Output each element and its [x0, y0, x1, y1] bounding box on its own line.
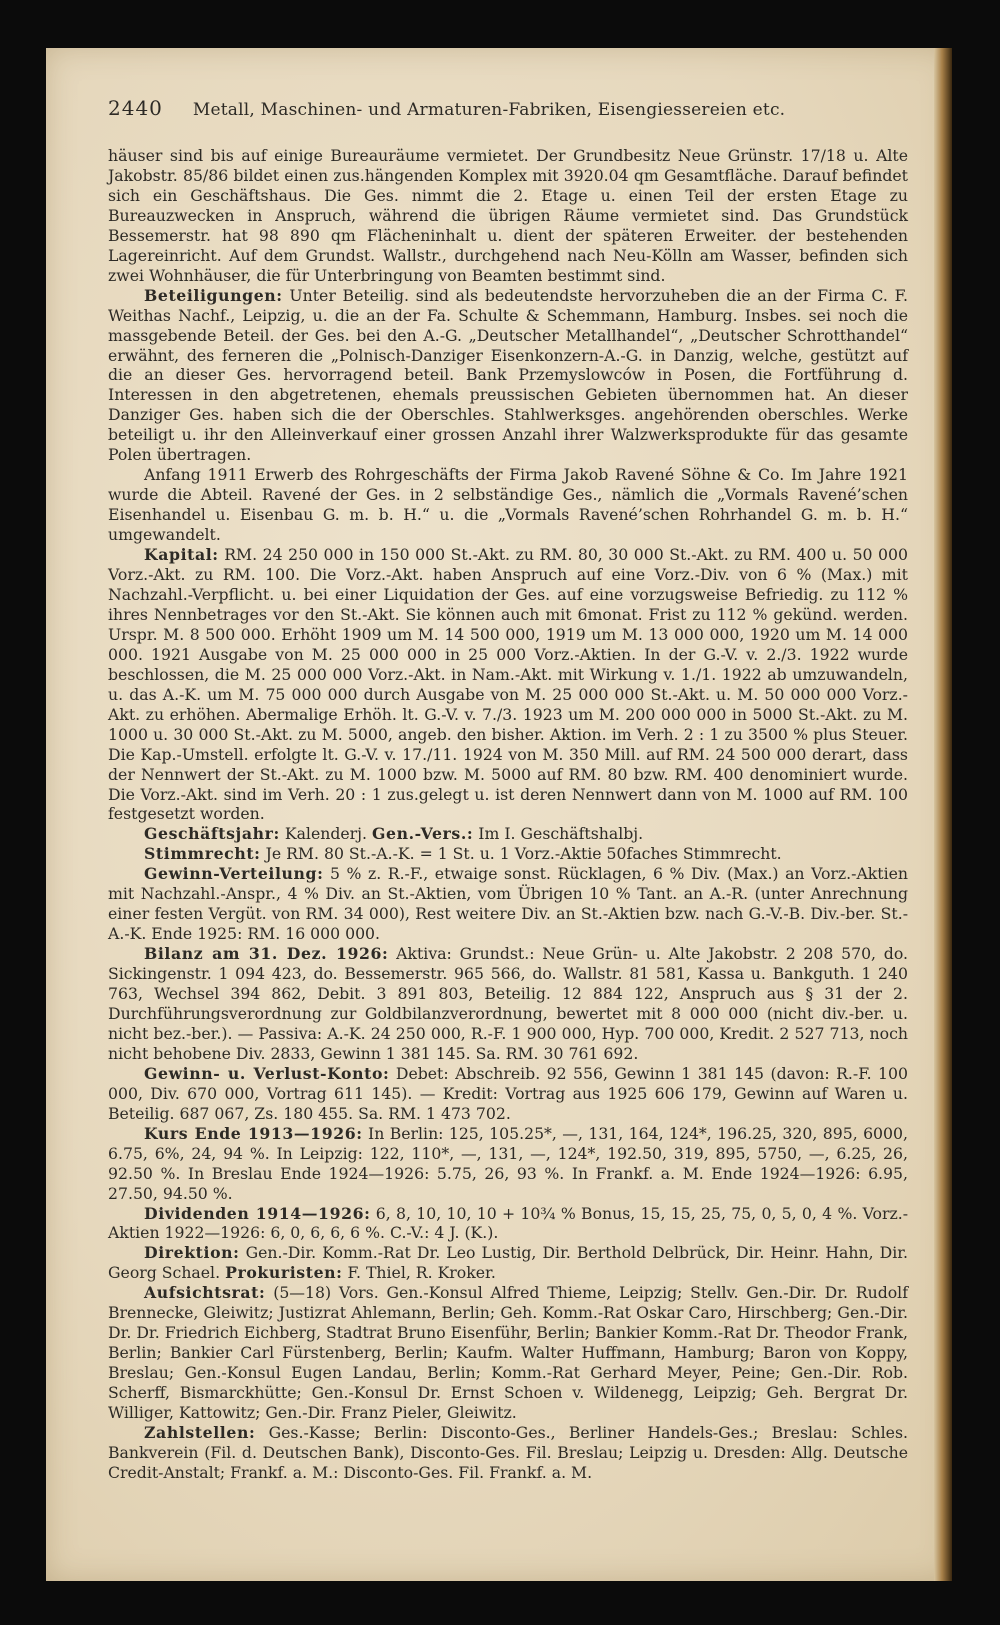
section-label: Kurs Ende 1913—1926: — [144, 1123, 363, 1143]
paragraph-text: F. Thiel, R. Kroker. — [342, 1263, 496, 1283]
paragraph-text: häuser sind bis auf einige Bureauräume vermietet. Der Grundbesitz Neue Grünstr. 17/18 u. Alte Jakobstr. 85/86 bildet einen zus.hängenden Komplex mit 3920.04 qm Gesamtfläche. Darauf befindet sich ein Geschäftshaus. Die Ges. nimmt die 2. Etage u. einen Teil der ersten Etage zu Bureauzwecken in Anspruch, während die übrigen Räume vermietet sind. Das Grundstück Bessemerstr. hat 98 890 qm Flächeninhalt u. dient der späteren Erweiter. der bestehenden Lagereinricht. Auf dem Grundst. Wallstr., durchgehend nach Neu-Kölln am Wasser, befinden sich zwei Wohnhäuser, die für Unterbringung von Beamten bestimmt sind. — [108, 146, 908, 285]
paragraph-gewinn-verteilung — [108, 864, 908, 944]
section-label: Direktion: — [144, 1243, 240, 1263]
paragraph-aufsichtsrat — [108, 1283, 908, 1423]
paragraph-property-continued — [108, 146, 908, 286]
section-label: Beteiligungen: — [144, 285, 283, 305]
paragraph-text: Aktiva: Grundst.: Neue Grün- u. Alte Jakobstr. 2 208 570, do. Sickingenstr. 1 094 423, do. Bessemerstr. 965 566, do. Wallstr. 81 581, Kassa u. Bankguth. 1 240 763, Wechsel 394 862, Debit. 3 891 803, Beteilig. 12 884 122, Anspruch aus § 31 der 2. Durchführungsverordnung zur Goldbilanzverordnung, bewertet mit 8 000 000 (nicht div.-ber. u. nicht bez.-ber.). — Passiva: A.-K. 24 250 000, R.-F. 1 900 000, Hyp. 700 000, Kredit. 2 527 713, noch nicht behobene Div. 2833, Gewinn 1 381 145. Sa. RM. 30 761 692. — [108, 944, 908, 1063]
paragraph-dividenden — [108, 1204, 908, 1244]
paragraph-history — [108, 465, 908, 545]
paragraph-text: RM. 24 250 000 in 150 000 St.-Akt. zu RM. 80, 30 000 St.-Akt. zu RM. 400 u. 50 000 Vorz.-Akt. zu RM. 100. Die Vorz.-Akt. haben Anspruch auf eine Vorz.-Div. von 6 % (Max.) mit Nachzahl.-Verpflicht. u. bei einer Liquidation der Ges. auf eine vorzugsweise Befriedig. zu 112 % ihres Nennbetrages vor den St.-Akt. Sie können auch mit 6monat. Frist zu 112 % gekünd. werden. Urspr. M. 8 500 000. Erhöht 1909 um M. 14 500 000, 1919 um M. 13 000 000, 1920 um M. 14 000 000. 1921 Ausgabe von M. 25 000 000 in 25 000 Vorz.-Aktien. In der G.-V. v. 2./3. 1922 wurde beschlossen, die M. 25 000 000 Vorz.-Akt. in Nam.-Akt. mit Wirkung v. 1./1. 1922 ab umzuwandeln, u. das A.-K. um M. 75 000 000 durch Ausgabe von M. 25 000 000 St.-Akt. u. M. 50 000 000 Vorz.-Akt. zu erhöhen. Abermalige Erhöh. lt. G.-V. v. 7./3. 1923 um M. 200 000 000 in 5000 St.-Akt. zu M. 1000 u. 30 000 St.-Akt. zu M. 5000, angeb. den bisher. Aktion. im Verh. 2 : 1 zu 3500 % plus Steuer. Die Kap.-Umstell. erfolgte lt. G.-V. v. 17./11. 1924 von M. 350 Mill. auf RM. 24 500 000 derart, dass der Nennwert der St.-Akt. zu M. 1000 bzw. M. 5000 auf RM. 80 bzw. RM. 400 denominiert wurde. Die Vorz.-Akt. sind im Verh. 20 : 1 zus.gelegt u. ist deren Nennwert dann von M. 1000 auf RM. 100 festgesetzt worden. — [108, 545, 908, 824]
running-header — [108, 96, 908, 120]
section-label: Aufsichtsrat: — [144, 1283, 266, 1303]
paragraph-kapital — [108, 545, 908, 824]
section-label: Geschäftsjahr: — [144, 824, 280, 844]
paragraph-direktion — [108, 1243, 908, 1283]
paragraph-text: Unter Beteilig. sind als bedeutendste hervorzuheben die an der Firma C. F. Weithas Nachf., Leipzig, u. die an der Fa. Schulte & Schemmann, Hamburg. Insbes. sei noch die massgebende Beteil. der Ges. bei den A.-G. „Deutscher Metallhandel“, „Deutscher Schrotthandel“ erwähnt, des ferneren die „Polnisch-Danziger Eisenkonzern-A.-G. in Danzig, welche, gestützt auf die an dieser Ges. hervorragend beteil. Bank Przemyslowców in Posen, die Fortführung d. Interessen in den abgetretenen, ehemals preussischen Gebieten übernommen hat. An dieser Danziger Ges. haben sich die der Oberschles. Stahlwerksges. angehörenden oberschles. Werke beteiligt u. ihr den Alleinverkauf einer grossen Anzahl ihrer Walzwerksprodukte für das gesamte Polen übertragen. — [108, 285, 908, 465]
section-label: Gewinn- u. Verlust-Konto: — [144, 1063, 390, 1083]
paragraph-zahlstellen — [108, 1423, 908, 1483]
paragraph-kurs — [108, 1124, 908, 1204]
paragraph-text: Kalenderj. — [279, 824, 373, 844]
paragraph-stimmrecht — [108, 844, 908, 864]
paragraph-text: 5 % z. R.-F., etwaige sonst. Rücklagen, 6 % Div. (Max.) an Vorz.-Aktien mit Nachzahl.-Anspr., 4 % Div. an St.-Aktien, vom Übrigen 10 % Tant. an A.-R. (unter Anrechnung einer festen Vergüt. von RM. 34 000), Rest weitere Div. an St.-Aktien bzw. nach G.-V.-B. Div.-ber. St.-A.-K. Ende 1925: RM. 16 000 000. — [108, 864, 908, 944]
paragraph-text: Gen.-Dir. Komm.-Rat Dr. Leo Lustig, Dir. Berthold Delbrück, Dir. Heinr. Hahn, Dir. Georg Schael. — [108, 1243, 908, 1283]
paragraph-gewinn-verlust — [108, 1064, 908, 1124]
paragraph-text: Im I. Geschäftshalbj. — [473, 824, 644, 844]
paragraph-geschaeftsjahr — [108, 824, 908, 844]
section-label: Gewinn-Verteilung: — [144, 864, 324, 884]
paragraph-text: Ges.-Kasse; Berlin: Disconto-Ges., Berliner Handels-Ges.; Breslau: Schles. Bankverein (Fil. d. Deutschen Bank), Disconto-Ges. Fil. Breslau; Leipzig u. Dresden: Allg. Deutsche Credit-Anstalt; Frankf. a. M.: Disconto-Ges. Fil. Frankf. a. M. — [108, 1423, 908, 1482]
paragraph-beteiligungen — [108, 286, 908, 466]
paragraph-text: Anfang 1911 Erwerb des Rohrgeschäfts der Firma Jakob Ravené Söhne & Co. Im Jahre 1921 wurde die Abteil. Ravené der Ges. in 2 selbständige Ges., nämlich die „Vormals Ravené’schen Eisenhandel u. Eisenbau G. m. b. H.“ u. die „Vormals Ravené’schen Rohrhandel G. m. b. H.“ umgewandelt. — [108, 465, 908, 545]
section-label: Stimmrecht: — [144, 844, 261, 864]
section-label: Gen.-Vers.: — [372, 824, 474, 844]
book-page — [46, 48, 952, 1581]
paragraph-bilanz — [108, 944, 908, 1064]
section-label: Zahlstellen: — [144, 1423, 256, 1442]
section-label: Bilanz am 31. Dez. 1926: — [144, 944, 389, 964]
page-number: 2440 — [108, 96, 163, 120]
section-label: Dividenden 1914—1926: — [144, 1203, 371, 1223]
paragraph-text: In Berlin: 125, 105.25*, —, 131, 164, 124*, 196.25, 320, 895, 6000, 6.75, 6%, 24, 94 %. In Leipzig: 122, 110*, —, 131, —, 124*, 192.50, 319, 895, 5750, —, 6.25, 26, 92.50 %. In Breslau Ende 1924—1926: 5.75, 26, 93 %. In Frankf. a. M. Ende 1924—1926: 6.95, 27.50, 94.50 %. — [108, 1123, 908, 1203]
section-label: Kapital: — [144, 545, 219, 565]
running-title: Metall, Maschinen- und Armaturen-Fabriken, Eisengiessereien etc. — [192, 100, 786, 120]
paragraph-text: (5—18) Vors. Gen.-Konsul Alfred Thieme, Leipzig; Stellv. Gen.-Dir. Dr. Rudolf Brennecke, Gleiwitz; Justizrat Ahlemann, Berlin; Geh. Komm.-Rat Oskar Caro, Hirschberg; Gen.-Dir. Dr. Dr. Friedrich Eichberg, Stadtrat Bruno Eisenführ, Berlin; Bankier Komm.-Rat Dr. Theodor Frank, Berlin; Bankier Carl Fürstenberg, Berlin; Kaufm. Walter Huffmann, Hamburg; Baron von Koppy, Breslau; Gen.-Konsul Eugen Landau, Berlin; Komm.-Rat Gerhard Meyer, Peine; Gen.-Dir. Rob. Scherff, Bismarckhütte; Gen.-Konsul Dr. Ernst Schoen v. Wildenegg, Leipzig; Geh. Bergrat Dr. Williger, Kattowitz; Gen.-Dir. Franz Pieler, Gleiwitz. — [108, 1283, 908, 1423]
paragraph-text: Debet: Abschreib. 92 556, Gewinn 1 381 145 (davon: R.-F. 100 000, Div. 670 000, Vortrag 611 145). — Kredit: Vortrag aus 1925 606 179, Gewinn auf Waren u. Beteilig. 687 067, Zs. 180 455. Sa. RM. 1 473 702. — [108, 1063, 908, 1123]
paragraph-text: Je RM. 80 St.-A.-K. = 1 St. u. 1 Vorz.-Aktie 50faches Stimmrecht. — [260, 844, 782, 864]
page-content — [108, 96, 908, 1483]
section-label: Prokuristen: — [225, 1263, 343, 1283]
paragraph-text: 6, 8, 10, 10, 10 + 10¾ % Bonus, 15, 15, 25, 75, 0, 5, 0, 4 %. Vorz.-Aktien 1922—1926: 6, 0, 6, 6, 6 %. C.-V.: 4 J. (K.). — [108, 1203, 908, 1243]
page-gutter-shadow — [934, 48, 952, 1581]
